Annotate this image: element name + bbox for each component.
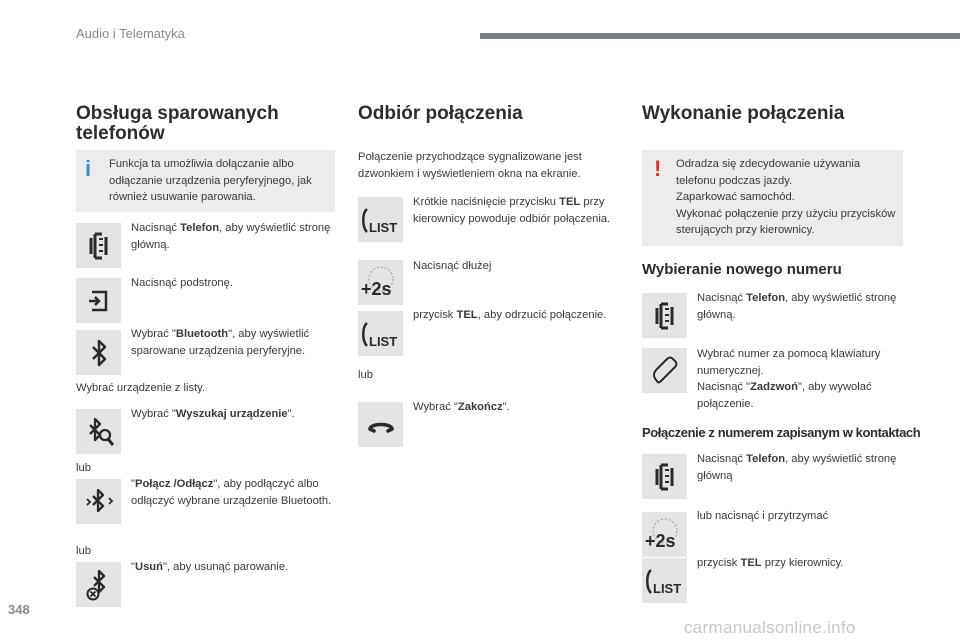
col1-heading	[76, 104, 279, 144]
info-icon: i	[85, 156, 92, 181]
col3-subheading2: Połączenie z numerem zapisanym w kontaktach	[642, 425, 921, 440]
col3-subheading: Wybieranie nowego numeru	[642, 261, 842, 278]
list-button-icon	[643, 566, 687, 596]
col2-intro: Połączenie przychodzące sygnalizowane jest dzwonkiem i wyświetleniem okna na ekranie.	[358, 151, 582, 180]
col2-step4: Wybrać "Zakończ".	[413, 401, 510, 413]
bluetooth-search-icon	[82, 415, 116, 449]
bluetooth-connect-icon-box	[76, 479, 121, 524]
col3-step5: przycisk TEL przy kierownicy.	[697, 557, 844, 569]
page-number: 348	[8, 602, 30, 617]
dial-icon-box	[642, 348, 687, 393]
col2-heading: Odbiór połączenia	[358, 103, 523, 124]
col1-step4: Wybrać "Wyszukaj urządzenie".	[131, 408, 295, 420]
list-button-icon-box	[358, 197, 403, 242]
warning-text: Odradza się zdecydowanie używania telefonu podczas jazdy. Zaparkować samochód. Wykonać połączenie przy użyciu przycisków sterujących przy kierownicy.	[676, 158, 896, 236]
col1-heading-line2: telefonów	[76, 123, 165, 144]
hold-2s-icon-box	[358, 260, 403, 305]
list-label: LIST	[368, 333, 397, 349]
bluetooth-icon-box	[76, 330, 121, 375]
col1-lub1: lub	[76, 462, 91, 474]
col2-step2: Nacisnąć dłużej	[413, 260, 492, 272]
list-label: LIST	[652, 580, 681, 596]
hang-up-icon-box	[358, 402, 403, 447]
phone-icon	[648, 460, 682, 494]
bluetooth-delete-icon-box	[76, 562, 121, 607]
col2-step1: Krótkie naciśnięcie przycisku TEL przy kierownicy powoduje odbiór połączenia.	[413, 196, 611, 225]
bluetooth-connect-icon	[82, 485, 116, 519]
hold-2s-icon	[643, 515, 687, 555]
list-button-icon	[359, 205, 403, 235]
col3-step4: lub nacisnąć i przytrzymać	[697, 510, 829, 522]
subpage-icon	[84, 286, 114, 316]
dial-icon	[649, 355, 681, 387]
twos-label: +2s	[644, 530, 676, 551]
warning-icon: !	[654, 156, 662, 181]
info-box	[76, 150, 335, 212]
bluetooth-delete-icon	[82, 568, 116, 602]
col2-lub: lub	[358, 369, 373, 381]
list-button-icon	[359, 319, 403, 349]
header-title: Audio i Telematyka	[76, 26, 185, 41]
col3-step2b: Nacisnąć "Zadzwoń", aby wywołać połączenie.	[697, 381, 872, 410]
list-label: LIST	[368, 219, 397, 235]
col3-heading: Wykonanie połączenia	[642, 103, 845, 124]
list-button-icon-box-2	[358, 311, 403, 356]
col1-heading-line1: Obsługa sparowanych	[76, 103, 279, 124]
phone-icon-box-2	[642, 293, 687, 338]
subpage-icon-box	[76, 278, 121, 323]
select-device-text: Wybrać urządzenie z listy.	[76, 382, 206, 394]
col2-step3: przycisk TEL, aby odrzucić połączenie.	[413, 309, 607, 321]
phone-icon	[82, 229, 116, 263]
col1-step1: Nacisnąć Telefon, aby wyświetlić stronę główną.	[131, 222, 331, 251]
col1-step6: "Usuń", aby usunąć parowanie.	[131, 561, 289, 573]
hang-up-icon	[364, 410, 398, 440]
warning-box	[642, 150, 903, 246]
list-button-icon-box-3	[642, 558, 687, 603]
col3-step2a: Wybrać numer za pomocą klawiatury numerycznej.	[697, 348, 881, 377]
col3-step1: Nacisnąć Telefon, aby wyświetlić stronę główną.	[697, 292, 897, 321]
twos-label: +2s	[360, 278, 392, 299]
watermark: carmanualsonline.info	[684, 618, 856, 637]
hold-2s-icon-box-2	[642, 512, 687, 557]
col3-step2	[697, 346, 907, 412]
col1-lub2: lub	[76, 545, 91, 557]
phone-icon	[648, 299, 682, 333]
col1-step5: "Połącz /Odłącz", aby podłączyć albo odłączyć wybrane urządzenie Bluetooth.	[131, 478, 332, 507]
col1-step2: Nacisnąć podstronę.	[131, 277, 233, 289]
bluetooth-search-icon-box	[76, 409, 121, 454]
header-bar	[480, 33, 960, 39]
bluetooth-icon	[84, 337, 114, 369]
col3-step3: Nacisnąć Telefon, aby wyświetlić stronę główną	[697, 453, 897, 482]
col1-step3: Wybrać "Bluetooth", aby wyświetlić sparowane urządzenia peryferyjne.	[131, 328, 310, 357]
hold-2s-icon	[359, 263, 403, 303]
phone-icon-box	[76, 223, 121, 268]
phone-icon-box-3	[642, 454, 687, 499]
info-text: Funkcja ta umożliwia dołączanie albo odłączanie urządzenia peryferyjnego, jak również usuwanie parowania.	[109, 158, 312, 203]
